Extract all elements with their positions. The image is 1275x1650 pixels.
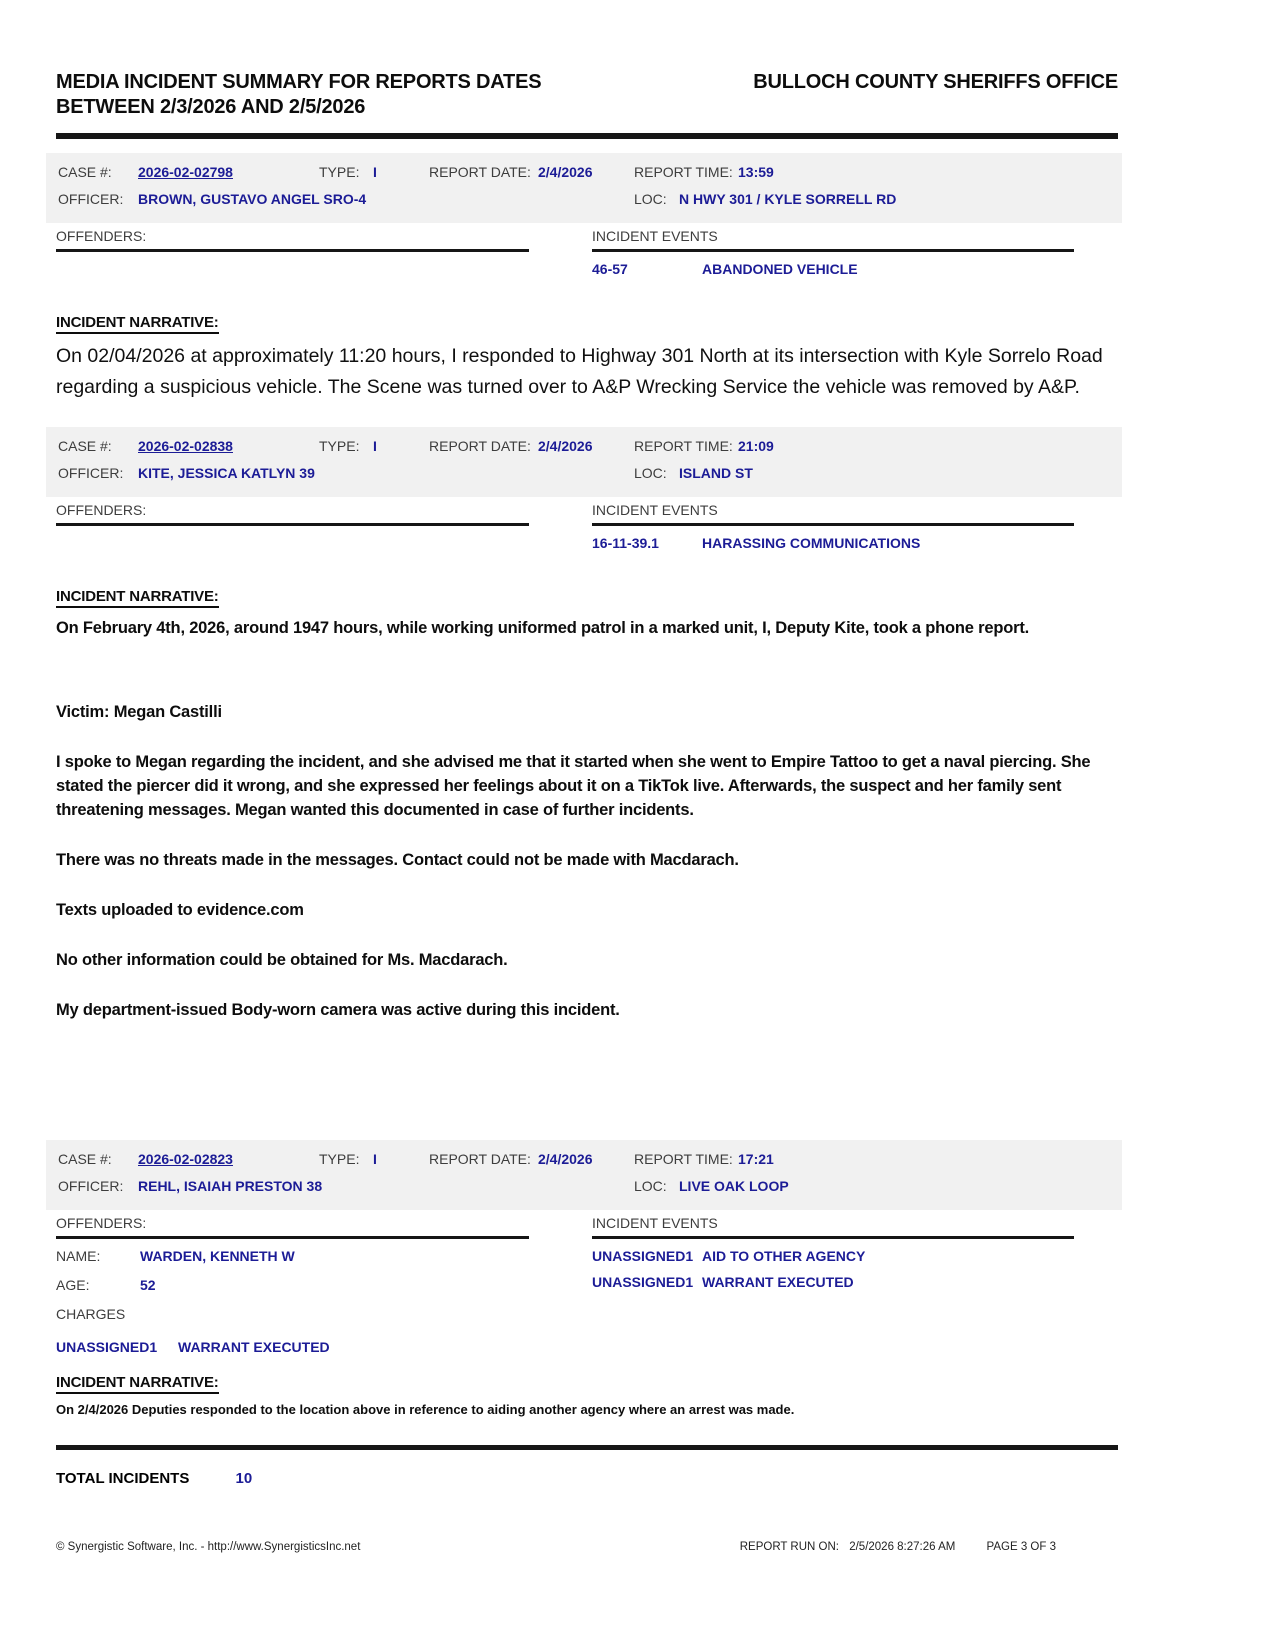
incident-narrative-section <box>56 1374 1118 1419</box>
offenders-column <box>56 502 529 526</box>
event-description: AID TO OTHER AGENCY <box>702 1248 866 1264</box>
type-value: I <box>373 1151 377 1167</box>
incident-events-column <box>592 502 1074 552</box>
incident-narrative-heading: INCIDENT NARRATIVE: <box>56 1374 219 1394</box>
total-incidents-label: TOTAL INCIDENTS <box>56 1470 190 1487</box>
incident-events-divider <box>592 1236 1074 1239</box>
page-indicator: PAGE 3 OF 3 <box>986 1541 1056 1553</box>
report-date-label: REPORT DATE: <box>429 164 531 180</box>
case-header-row-2 <box>58 1176 1112 1203</box>
report-time-label: REPORT TIME: <box>634 438 733 454</box>
narrative-paragraph: There was no threats made in the messages. Contact could not be made with Macdarach. <box>56 851 739 869</box>
offender-name-row <box>56 1247 529 1273</box>
offender-age-value: 52 <box>140 1277 156 1293</box>
officer-label: OFFICER: <box>58 465 124 481</box>
incident-events-divider <box>592 523 1074 526</box>
charges-label: CHARGES <box>56 1306 126 1322</box>
offender-name-value: WARDEN, KENNETH W <box>140 1248 295 1264</box>
case-header-block <box>46 1140 1122 1210</box>
report-date-value: 2/4/2026 <box>538 1151 593 1167</box>
event-description: HARASSING COMMUNICATIONS <box>702 535 921 551</box>
agency-name: BULLOCH COUNTY SHERIFFS OFFICE <box>753 71 1118 93</box>
event-description: ABANDONED VEHICLE <box>702 261 858 277</box>
type-value: I <box>373 438 377 454</box>
narrative-paragraph: I spoke to Megan regarding the incident, and she advised me that it started when she went to Empire Tattoo to get a naval piercing. She stated the piercer did it wrong, and she expressed her feelings about it on a TikTok live. Afterwards, the suspect and her family sent threatening messages. Megan wanted this documented in case of further incidents. <box>56 753 1091 819</box>
offenders-label: OFFENDERS: <box>56 228 147 244</box>
loc-value: N HWY 301 / KYLE SORRELL RD <box>679 191 897 207</box>
report-date-label: REPORT DATE: <box>429 438 531 454</box>
offenders-divider <box>56 1236 529 1239</box>
footer-copyright: © Synergistic Software, Inc. - http://www.SynergisticsInc.net <box>56 1541 361 1553</box>
event-code: 16-11-39.1 <box>592 535 659 551</box>
case-header-row-2 <box>58 463 1112 490</box>
incident-events-label: INCIDENT EVENTS <box>592 502 718 518</box>
report-time-value: 17:21 <box>738 1151 774 1167</box>
loc-label: LOC: <box>634 191 667 207</box>
incident-narrative-heading: INCIDENT NARRATIVE: <box>56 588 219 608</box>
report-date-value: 2/4/2026 <box>538 164 593 180</box>
incident-events-column <box>592 1215 1074 1291</box>
offender-name-label: NAME: <box>56 1248 101 1264</box>
narrative-paragraph: No other information could be obtained for Ms. Macdarach. <box>56 951 508 969</box>
incident-narrative-section <box>56 314 1118 403</box>
incident-events-column <box>592 228 1074 278</box>
offenders-column <box>56 1215 529 1356</box>
case-detail-columns <box>56 502 1118 562</box>
charge-code: UNASSIGNED1 <box>56 1339 158 1355</box>
report-header <box>56 0 1118 120</box>
report-title-line2: BETWEEN 2/3/2026 AND 2/5/2026 <box>56 96 366 118</box>
report-run-label: REPORT RUN ON: <box>739 1541 839 1553</box>
offender-age-row <box>56 1276 529 1302</box>
charges-row <box>56 1305 529 1331</box>
officer-value: KITE, JESSICA KATLYN 39 <box>138 465 315 481</box>
type-label: TYPE: <box>319 438 360 454</box>
event-code: UNASSIGNED1 <box>592 1248 694 1264</box>
type-label: TYPE: <box>319 1151 360 1167</box>
case-section-3 <box>56 1140 1118 1419</box>
report-title-line1: MEDIA INCIDENT SUMMARY FOR REPORTS DATES <box>56 71 542 93</box>
narrative-paragraph: Victim: Megan Castilli <box>56 703 222 721</box>
header-divider <box>56 133 1118 139</box>
report-page <box>56 0 1118 1487</box>
offender-age-label: AGE: <box>56 1277 90 1293</box>
officer-value: REHL, ISAIAH PRESTON 38 <box>138 1178 323 1194</box>
offenders-label: OFFENDERS: <box>56 502 147 518</box>
narrative-paragraph: Texts uploaded to evidence.com <box>56 901 304 919</box>
report-time-label: REPORT TIME: <box>634 1151 733 1167</box>
offenders-label: OFFENDERS: <box>56 1215 147 1231</box>
case-number-label: CASE #: <box>58 1151 112 1167</box>
event-code: 46-57 <box>592 261 628 277</box>
loc-label: LOC: <box>634 1178 667 1194</box>
case-detail-columns <box>56 228 1118 288</box>
offenders-column <box>56 228 529 252</box>
case-detail-columns <box>56 1215 1118 1356</box>
case-number-link[interactable]: 2026-02-02823 <box>138 1151 233 1167</box>
case-header-row-1 <box>58 1149 1112 1176</box>
type-value: I <box>373 164 377 180</box>
case-header-block <box>46 427 1122 497</box>
report-title <box>56 70 541 120</box>
incident-event-row <box>592 535 1074 552</box>
report-date-value: 2/4/2026 <box>538 438 593 454</box>
case-number-label: CASE #: <box>58 438 112 454</box>
report-date-label: REPORT DATE: <box>429 1151 531 1167</box>
case-section-2 <box>56 427 1118 1022</box>
incident-narrative-heading: INCIDENT NARRATIVE: <box>56 314 219 334</box>
offenders-divider <box>56 523 529 526</box>
officer-value: BROWN, GUSTAVO ANGEL SRO-4 <box>138 191 367 207</box>
loc-value: LIVE OAK LOOP <box>679 1178 789 1194</box>
narrative-paragraph: On 2/4/2026 Deputies responded to the location above in reference to aiding another agency where an arrest was made. <box>56 1402 795 1417</box>
total-divider <box>56 1445 1118 1450</box>
narrative-paragraph: On 02/04/2026 at approximately 11:20 hours, I responded to Highway 301 North at its intersection with Kyle Sorrelo Road regarding a suspicious vehicle. The Scene was turned over to A&P Wrecking Service the vehicle was removed by A&P. <box>56 345 1103 398</box>
loc-value: ISLAND ST <box>679 465 753 481</box>
incident-event-row <box>592 1274 1074 1291</box>
case-header-row-2 <box>58 189 1112 216</box>
case-number-link[interactable]: 2026-02-02798 <box>138 164 233 180</box>
event-code: UNASSIGNED1 <box>592 1274 694 1290</box>
report-run-value: 2/5/2026 8:27:26 AM <box>849 1541 956 1553</box>
incident-events-label: INCIDENT EVENTS <box>592 228 718 244</box>
case-header-row-1 <box>58 162 1112 189</box>
total-incidents-value: 10 <box>235 1470 253 1487</box>
report-time-value: 13:59 <box>738 164 774 180</box>
narrative-paragraph: On February 4th, 2026, around 1947 hours, while working uniformed patrol in a marked unit, I, Deputy Kite, took a phone report. <box>56 619 1030 637</box>
case-header-block <box>46 153 1122 223</box>
officer-label: OFFICER: <box>58 191 124 207</box>
case-section-1 <box>56 153 1118 403</box>
narrative-paragraph: My department-issued Body-worn camera was active during this incident. <box>56 1001 620 1019</box>
officer-label: OFFICER: <box>58 1178 124 1194</box>
case-number-link[interactable]: 2026-02-02838 <box>138 438 233 454</box>
report-time-label: REPORT TIME: <box>634 164 733 180</box>
type-label: TYPE: <box>319 164 360 180</box>
page-footer <box>56 1541 1118 1553</box>
charge-description: WARRANT EXECUTED <box>178 1339 330 1355</box>
case-number-label: CASE #: <box>58 164 112 180</box>
loc-label: LOC: <box>634 465 667 481</box>
incident-events-divider <box>592 249 1074 252</box>
case-header-row-1 <box>58 436 1112 463</box>
event-description: WARRANT EXECUTED <box>702 1274 854 1290</box>
incident-event-row <box>592 1248 1074 1265</box>
footer-right <box>740 1541 1118 1553</box>
incident-events-label: INCIDENT EVENTS <box>592 1215 718 1231</box>
incident-narrative-section <box>56 588 1118 1022</box>
offenders-divider <box>56 249 529 252</box>
report-time-value: 21:09 <box>738 438 774 454</box>
incident-event-row <box>592 261 1074 278</box>
charge-row <box>56 1339 529 1356</box>
total-incidents-row <box>56 1470 1118 1487</box>
